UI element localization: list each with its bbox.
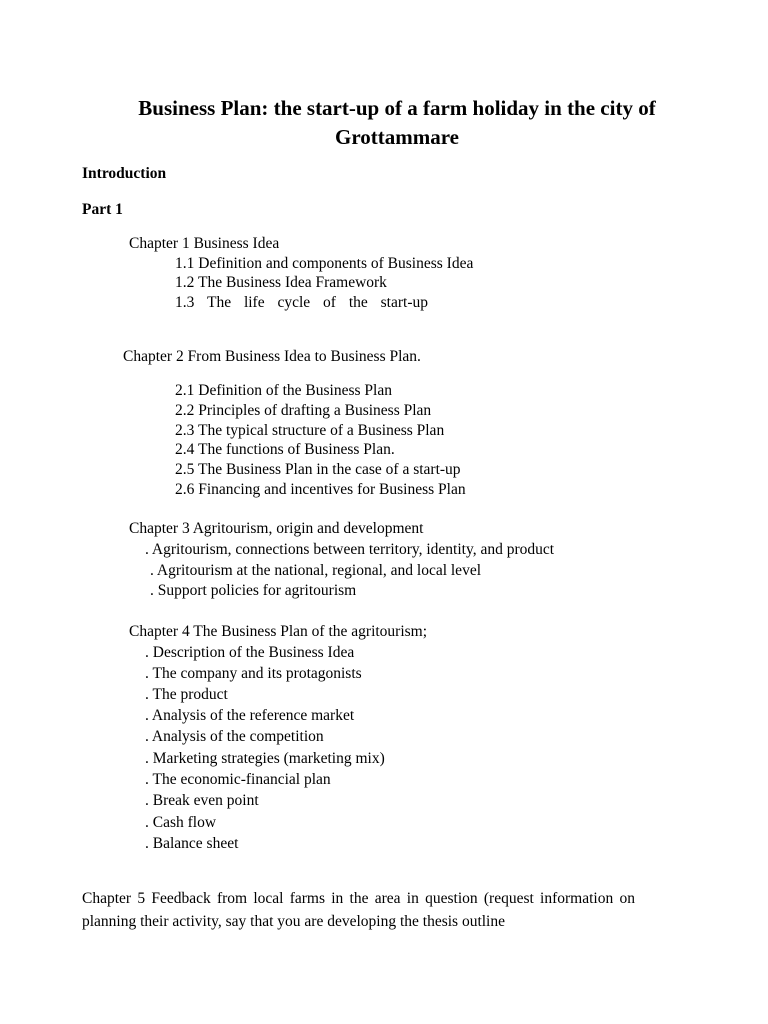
chapter-5-paragraph: Chapter 5 Feedback from local farms in the area in question (request information on planning their activity, say that you are developing the thesis outline [82,890,635,930]
document-title: Business Plan: the start-up of a farm holiday in the city of Grottammare [138,96,656,149]
part-heading: Part 1 [82,201,123,218]
chapter-2-item: 2.3 The typical structure of a Business Plan [175,422,445,439]
chapter-4-item: . Cash flow [145,814,217,831]
chapter-4-item: . Analysis of the competition [145,728,324,745]
chapter-4-item: . Analysis of the reference market [145,707,355,724]
chapter-2-item: 2.5 The Business Plan in the case of a start-up [175,461,461,478]
chapter-4-item: . Marketing strategies (marketing mix) [145,750,385,767]
chapter-4-item: . Balance sheet [145,835,239,852]
chapter-3-item: . Agritourism, connections between territory, identity, and product [145,541,555,558]
chapter-1-item: 1.3 The life cycle of the start-up [175,294,428,311]
chapter-4-item: . The economic-financial plan [145,771,331,788]
introduction-heading: Introduction [82,165,167,182]
chapter-4-item: . Description of the Business Idea [145,644,355,661]
chapter-3-heading: Chapter 3 Agritourism, origin and development [129,520,424,537]
chapter-2-item: 2.6 Financing and incentives for Business Plan [175,481,466,498]
chapter-1-item: 1.2 The Business Idea Framework [175,274,387,291]
chapter-2-item: 2.4 The functions of Business Plan. [175,441,395,458]
chapter-1-item: 1.1 Definition and components of Business Idea [175,255,474,272]
chapter-2-item: 2.2 Principles of drafting a Business Plan [175,402,432,419]
chapter-1-heading: Chapter 1 Business Idea [129,235,280,252]
chapter-4-item: . The product [145,686,228,703]
chapter-4-heading: Chapter 4 The Business Plan of the agritourism; [129,623,428,640]
chapter-3-item: . Support policies for agritourism [150,582,357,599]
chapter-4-item: . The company and its protagonists [145,665,362,682]
chapter-3-item: . Agritourism at the national, regional, and local level [150,562,482,579]
chapter-2-item: 2.1 Definition of the Business Plan [175,382,392,399]
chapter-4-item: . Break even point [145,792,259,809]
chapter-2-heading: Chapter 2 From Business Idea to Business Plan. [123,348,421,365]
